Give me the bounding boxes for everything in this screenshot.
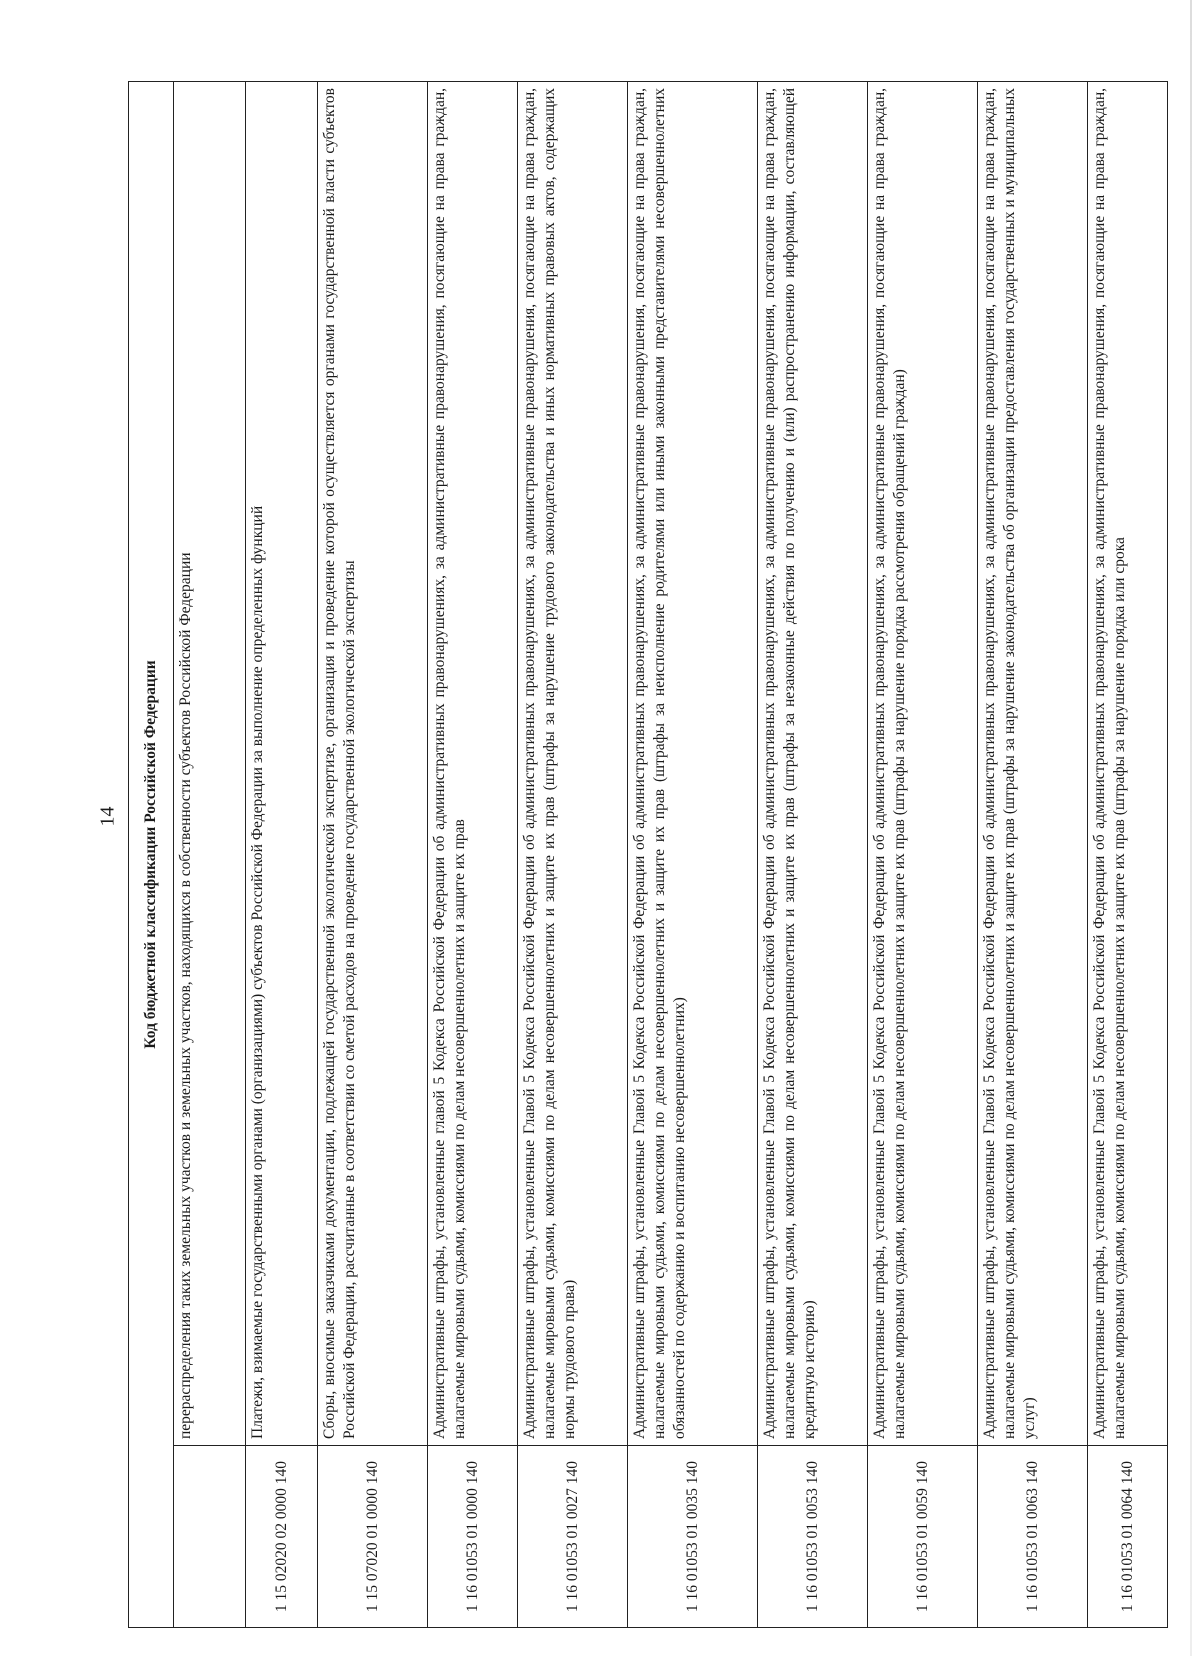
row-code: 1 15 07020 01 0000 140 <box>318 1446 428 1628</box>
table-row <box>518 82 628 1628</box>
table-row <box>174 82 246 1628</box>
table-row <box>428 82 518 1628</box>
row-code: 1 16 01053 01 0053 140 <box>758 1446 868 1628</box>
table-row <box>246 82 318 1628</box>
row-code: 1 16 01053 01 0064 140 <box>1088 1446 1168 1628</box>
table-row <box>1088 82 1168 1628</box>
table-row <box>868 82 978 1628</box>
row-code: 1 15 02020 02 0000 140 <box>246 1446 318 1628</box>
row-description: Административные штрафы, установленные Главой 5 Кодекса Российской Федерации об административных правонарушениях, за административные правонарушения, посягающие на права граждан, налагаемые мировыми судьями, комиссиями по делам несовершеннолетних и защите их прав (штрафы за незаконные действия по получению и (или) распространению информации, составляющей кредитную историю) <box>758 82 868 1446</box>
row-description: Сборы, вносимые заказчиками документации, подлежащей государственной экологической экспертизе, организация и проведение которой осуществляется органами государственной власти субъектов Российской Федерации, рассчитанные в соответствии со сметой расходов на проведение государственной экологической экспертизы <box>318 82 428 1446</box>
row-description: Административные штрафы, установленные Главой 5 Кодекса Российской Федерации об административных правонарушениях, за административные правонарушения, посягающие на права граждан, налагаемые мировыми судьями, комиссиями по делам несовершеннолетних и защите их прав (штрафы за неисполнение родителями или иными законными представителями несовершеннолетних обязанностей по содержанию и воспитанию несовершеннолетних) <box>628 82 758 1446</box>
row-description: Административные штрафы, установленные Главой 5 Кодекса Российской Федерации об административных правонарушениях, за административные правонарушения, посягающие на права граждан, налагаемые мировыми судьями, комиссиями по делам несовершеннолетних и защите их прав (штрафы за нарушение порядка рассмотрения обращений граждан) <box>868 82 978 1446</box>
table-row <box>758 82 868 1628</box>
row-code: 1 16 01053 01 0063 140 <box>978 1446 1088 1628</box>
row-description: Административные штрафы, установленные Главой 5 Кодекса Российской Федерации об административных правонарушениях, за административные правонарушения, посягающие на права граждан, налагаемые мировыми судьями, комиссиями по делам несовершеннолетних и защите их прав (штрафы за нарушение трудового законодательства и иных нормативных правовых актов, содержащих нормы трудового права) <box>518 82 628 1446</box>
budget-classification-table <box>128 81 1168 1628</box>
table-row <box>318 82 428 1628</box>
row-code: 1 16 01053 01 0035 140 <box>628 1446 758 1628</box>
row-description: Административные штрафы, установленные главой 5 Кодекса Российской Федерации об административных правонарушениях, за административные правонарушения, посягающие на права граждан, налагаемые мировыми судьями, комиссиями по делам несовершеннолетних и защите их прав <box>428 82 518 1446</box>
row-code: 1 16 01053 01 0027 140 <box>518 1446 628 1628</box>
row-code <box>174 1446 246 1628</box>
row-description: Платежи, взимаемые государственными органами (организациями) субъектов Российской Федерации за выполнение определенных функций <box>246 82 318 1446</box>
row-code: 1 16 01053 01 0059 140 <box>868 1446 978 1628</box>
page-number: 14 <box>96 806 119 827</box>
rotated-table-frame <box>128 82 1163 1628</box>
table-header: Код бюджетной классификации Российской Федерации <box>129 82 174 1628</box>
table-row <box>978 82 1088 1628</box>
rotated-table-inner <box>128 82 1163 1628</box>
row-code: 1 16 01053 01 0000 140 <box>428 1446 518 1628</box>
scan-edge-artifact <box>1190 0 1192 1656</box>
row-description: Административные штрафы, установленные Главой 5 Кодекса Российской Федерации об административных правонарушениях, за административные правонарушения, посягающие на права граждан, налагаемые мировыми судьями, комиссиями по делам несовершеннолетних и защите их прав (штрафы за нарушение законодательства об организации предоставления государственных и муниципальных услуг) <box>978 82 1088 1446</box>
row-description: Административные штрафы, установленные Главой 5 Кодекса Российской Федерации об административных правонарушениях, за административные правонарушения, посягающие на права граждан, налагаемые мировыми судьями, комиссиями по делам несовершеннолетних и защите их прав (штрафы за нарушение порядка или срока <box>1088 82 1168 1446</box>
table-header-row <box>129 82 174 1628</box>
table-row <box>628 82 758 1628</box>
row-description: перераспределения таких земельных участков и земельных участков, находящихся в собственности субъектов Российской Федерации <box>174 82 246 1446</box>
